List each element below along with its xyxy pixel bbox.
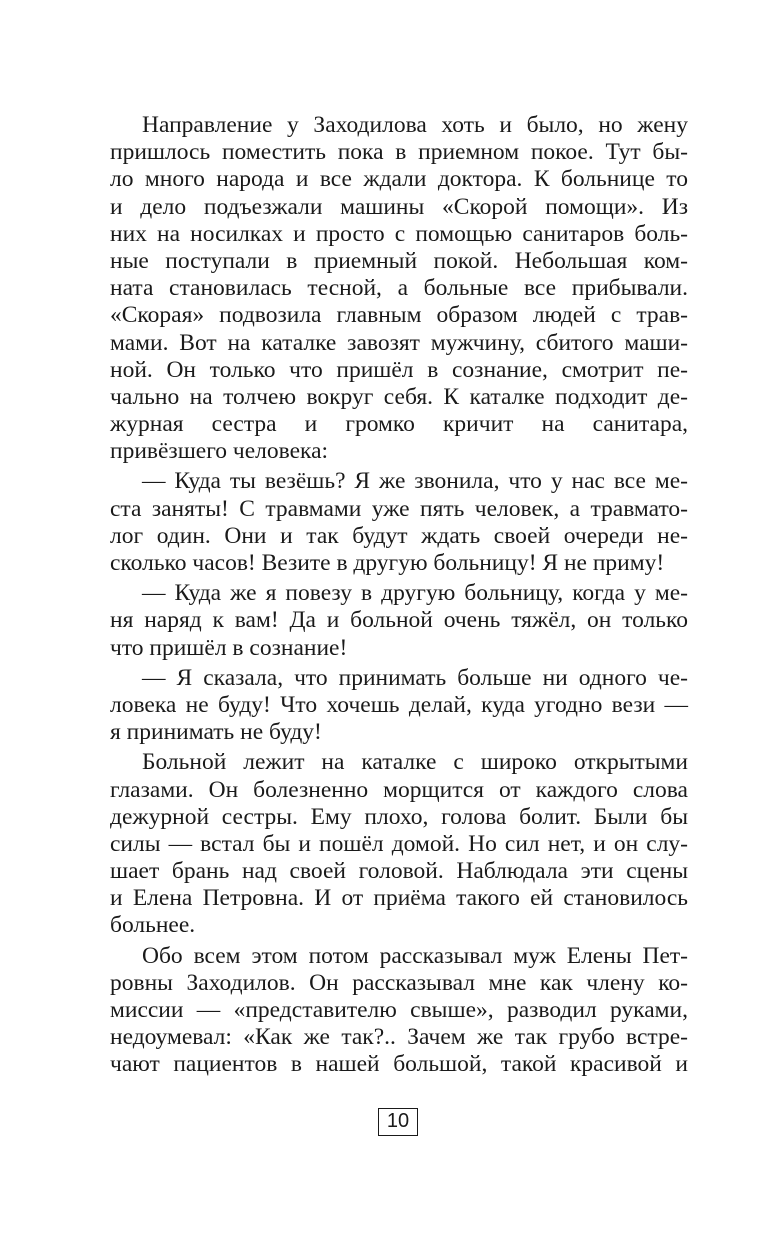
text-line: и дело подъезжали машины «Скорой помощи». Из — [110, 193, 688, 220]
paragraph — [110, 749, 688, 939]
text-line: дежурной сестры. Ему плохо, голова болит. Были бы — [110, 803, 688, 830]
text-line: ной. Он только что пришёл в сознание, смотрит пе- — [110, 356, 688, 383]
page-number: 10 — [378, 1108, 418, 1136]
text-line: пришлось поместить пока в приемном покое. Тут бы- — [110, 139, 688, 166]
paragraph — [110, 665, 688, 747]
text-line: «Скорая» подвозила главным образом людей с трав- — [110, 302, 688, 329]
text-line: и Елена Петровна. И от приёма такого ей становилось — [110, 885, 688, 912]
text-line: лог один. Они и так будут ждать своей очереди не- — [110, 522, 688, 549]
text-line: миссии — «представителю свыше», разводил руками, — [110, 997, 688, 1023]
text-line: чально на толчею вокруг себя. К каталке подходит де- — [110, 383, 688, 410]
text-line: чают пациентов в нашей большой, такой красивой и — [110, 1051, 688, 1078]
text-line: недоумевал: «Как же так?.. Зачем же так грубо встре- — [110, 1024, 688, 1051]
text-line: я принимать не буду! — [110, 719, 322, 746]
text-line: ло много народа и все ждали доктора. К больнице то — [110, 166, 688, 193]
paragraph — [110, 468, 688, 577]
text-line: что пришёл в сознание! — [110, 634, 348, 661]
text-line: больнее. — [110, 912, 196, 939]
text-line: Обо всем этом потом рассказывал муж Елены Пет- — [142, 942, 688, 969]
text-line: привёзшего человека: — [110, 438, 329, 465]
text-line: Больной лежит на каталке с широко открытыми — [142, 749, 688, 776]
paragraph — [110, 580, 688, 662]
text-line: журная сестра и громко кричит на санитара, — [110, 411, 688, 438]
text-line: — Я сказала, что принимать больше ни одного че- — [142, 664, 688, 691]
text-line: ня наряд к вам! Да и больной очень тяжёл, он только — [110, 607, 688, 634]
text-line: глазами. Он болезненно морщится от каждого слова — [110, 776, 688, 803]
text-line: ровны Заходилов. Он рассказывал мне как члену ко- — [110, 969, 688, 996]
text-line: ната становилась тесной, а больные все прибывали. — [110, 275, 688, 302]
text-line: — Куда ты везёшь? Я же звонила, что у нас все ме- — [142, 468, 688, 495]
text-line: ловека не буду! Что хочешь делай, куда угодно вези — — [110, 691, 688, 718]
text-line: Направление у Заходилова хоть и было, но жену — [142, 112, 688, 138]
body-text — [110, 112, 688, 1079]
text-line: сколько часов! Везите в другую больницу! Я не приму! — [110, 550, 665, 576]
text-line: шает брань над своей головой. Наблюдала эти сцены — [110, 858, 688, 885]
text-line: силы — встал бы и пошёл домой. Но сил нет, и он слу- — [110, 830, 688, 857]
text-line: ные поступали в приемный покой. Небольшая ком- — [110, 247, 688, 274]
text-line: мами. Вот на каталке завозят мужчину, сбитого маши- — [110, 329, 688, 356]
paragraph — [110, 112, 688, 465]
text-line: них на носилках и просто с помощью санитаров боль- — [110, 220, 688, 247]
paragraph — [110, 943, 688, 1079]
text-line: ста заняты! С травмами уже пять человек, а травмато- — [110, 495, 688, 522]
text-line: — Куда же я повезу в другую больницу, когда у ме- — [142, 580, 688, 607]
